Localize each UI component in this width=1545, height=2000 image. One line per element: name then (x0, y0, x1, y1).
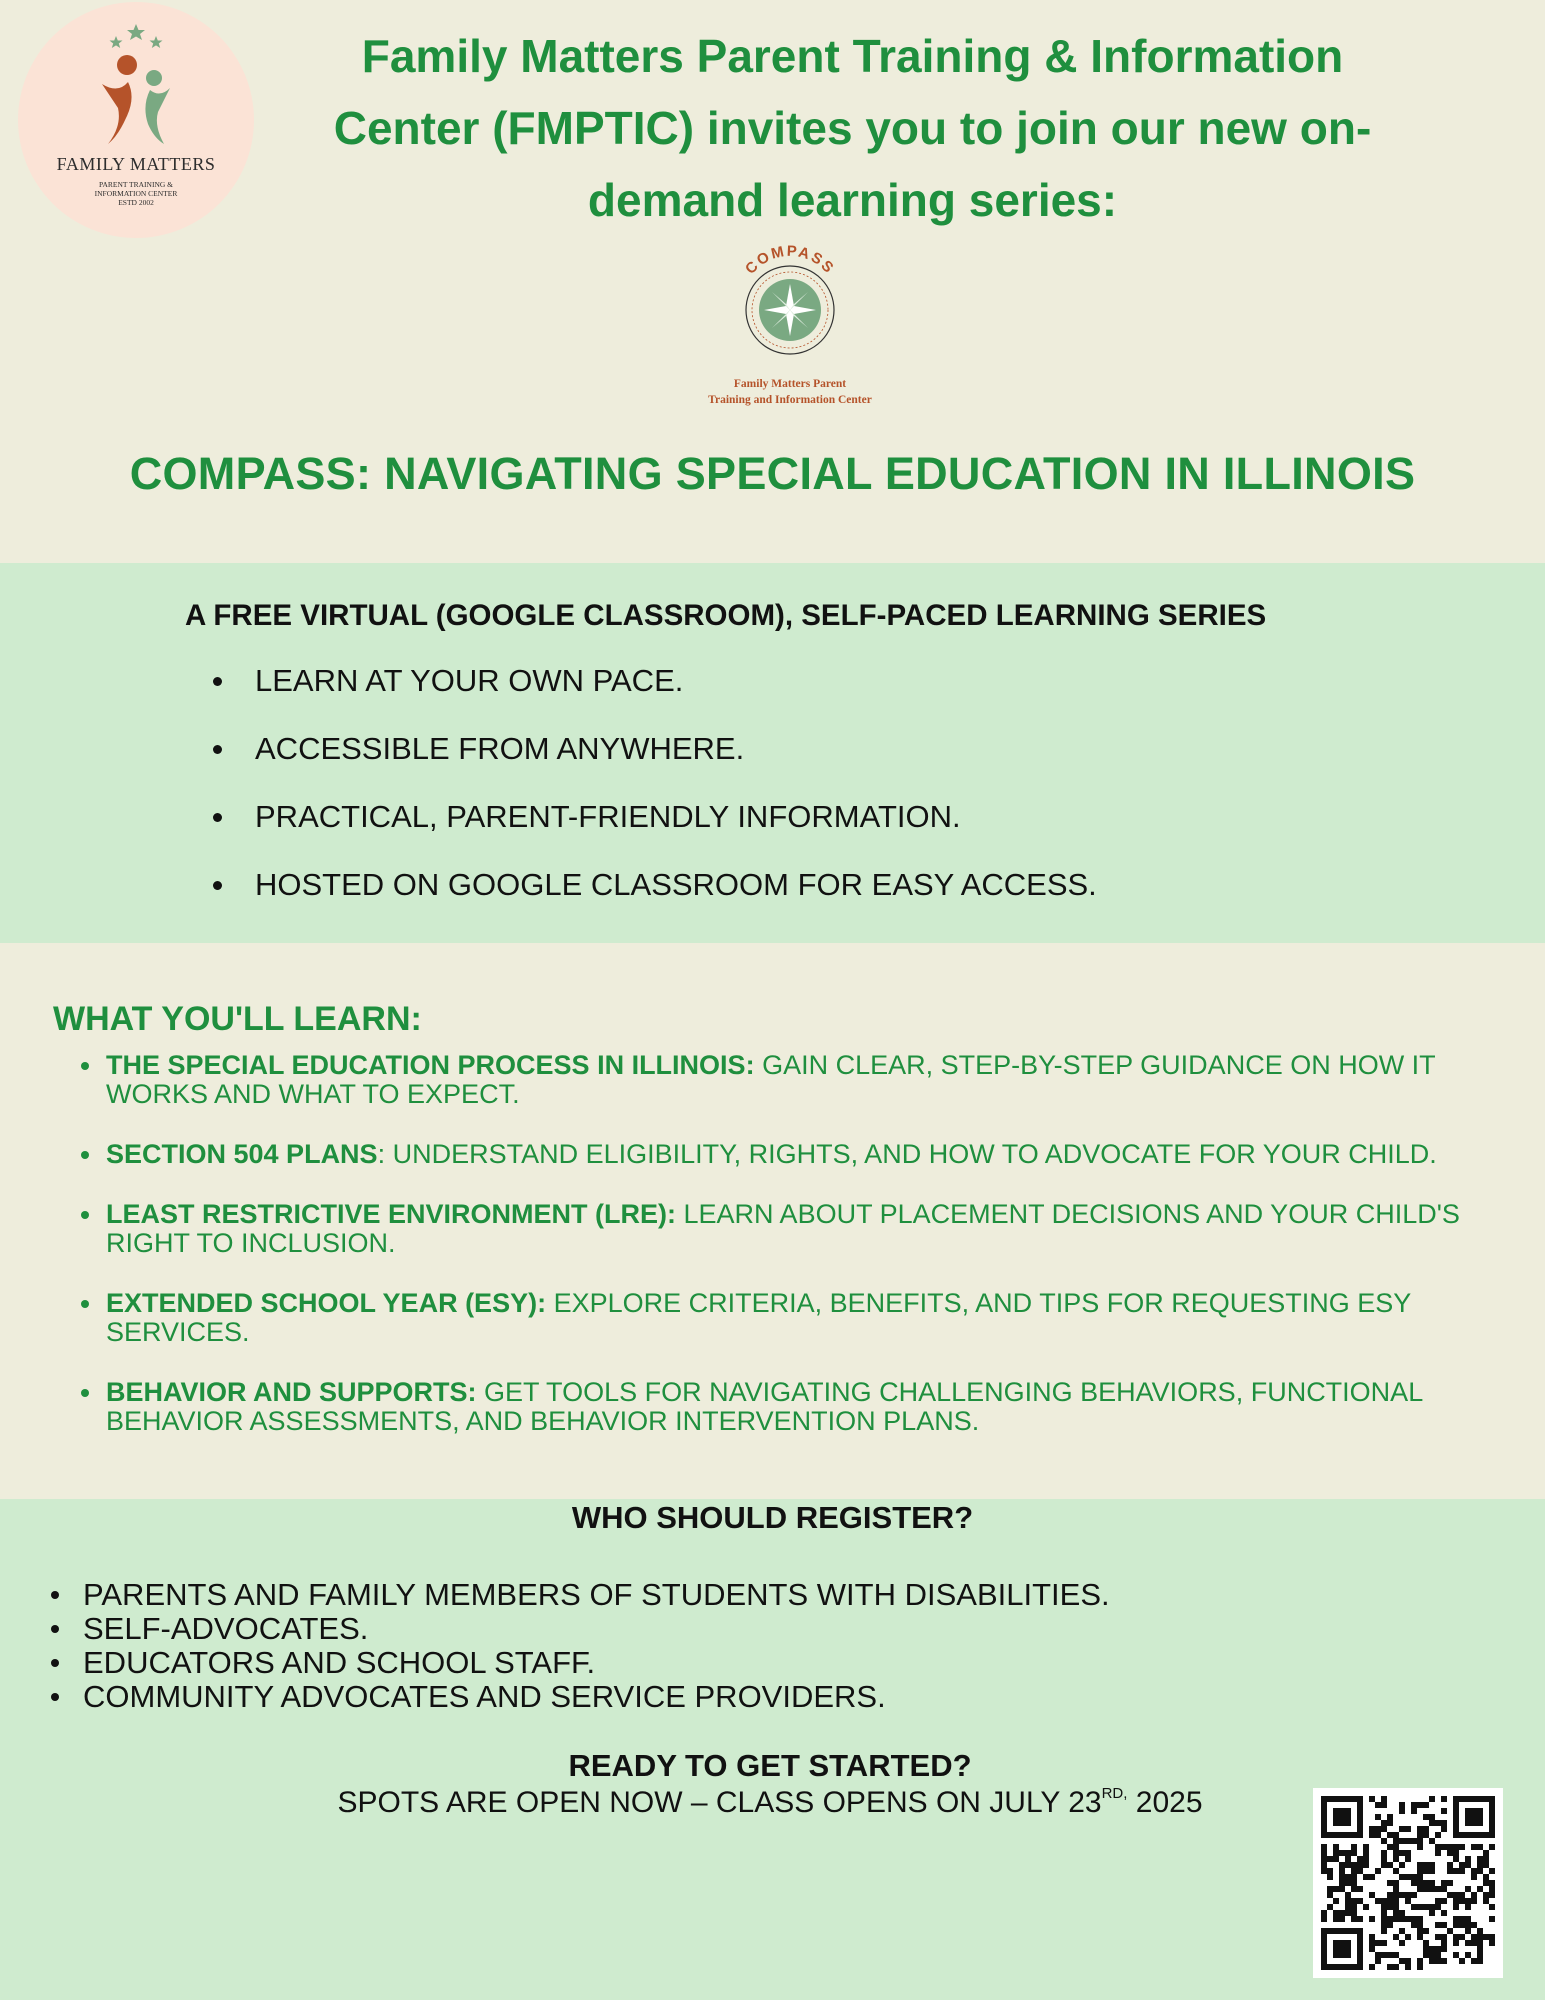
cta-heading: READY TO GET STARTED? (568, 1748, 972, 1783)
cta-line-ordinal: RD, (1101, 1785, 1128, 1802)
cta-line-year: 2025 (1127, 1786, 1203, 1819)
learn-item-topic: LEAST RESTRICTIVE ENVIRONMENT (LRE): (106, 1199, 677, 1229)
series-list (210, 661, 1097, 933)
series-heading: A FREE VIRTUAL (GOOGLE CLASSROOM), SELF-PACED LEARNING SERIES (185, 599, 1267, 632)
learn-item-topic: EXTENDED SCHOOL YEAR (ESY): (106, 1288, 547, 1318)
series-section (0, 563, 1545, 943)
header-title-line: Family Matters Parent Training & Information (361, 30, 1344, 82)
logo-name: FAMILY MATTERS (56, 154, 216, 174)
header-title-line: Center (FMPTIC) invites you to join our new on- (333, 102, 1372, 154)
list-item (78, 1378, 1498, 1436)
list-item: PARENTS AND FAMILY MEMBERS OF STUDENTS WITH DISABILITIES. (48, 1578, 1110, 1612)
main-title: COMPASS: NAVIGATING SPECIAL EDUCATION IN ILLINOIS (129, 448, 1416, 499)
learn-item-text: GET TOOLS FOR NAVIGATING CHALLENGING BEHAVIORS, FUNCTIONAL BEHAVIOR ASSESSMENTS, AND BEHAVIOR INTERVENTION PLANS. (106, 1377, 1423, 1436)
svg-text:COMPASS (742, 243, 838, 278)
list-item: HOSTED ON GOOGLE CLASSROOM FOR EASY ACCESS. (210, 865, 1097, 933)
compass-logo-word: COMPASS (742, 242, 838, 278)
list-item: SELF-ADVOCATES. (48, 1612, 1110, 1646)
compass-logo-caption: Family Matters Parent (733, 378, 847, 390)
learn-item-text: EXPLORE CRITERIA, BENEFITS, AND TIPS FOR REQUESTING ESY SERVICES. (106, 1288, 1411, 1347)
learn-item-text: : UNDERSTAND ELIGIBILITY, RIGHTS, AND HOW TO ADVOCATE FOR YOUR CHILD. (377, 1139, 1437, 1169)
list-item (78, 1051, 1498, 1109)
header-title (270, 20, 1435, 236)
cta-line (0, 1785, 1540, 1820)
list-item: PRACTICAL, PARENT-FRIENDLY INFORMATION. (210, 797, 1097, 865)
list-item: EDUCATORS AND SCHOOL STAFF. (48, 1646, 1110, 1680)
logo-subtitle: PARENT TRAINING & (98, 180, 174, 189)
cta-line-text: SPOTS ARE OPEN NOW – CLASS OPENS ON JULY 23 (337, 1786, 1102, 1819)
list-item: LEARN AT YOUR OWN PACE. (210, 661, 1097, 729)
learn-item-text: LEARN ABOUT PLACEMENT DECISIONS AND YOUR CHILD'S RIGHT TO INCLUSION. (106, 1199, 1460, 1258)
learn-list (78, 1051, 1498, 1467)
logo-established: ESTD 2002 (118, 198, 154, 207)
list-item: ACCESSIBLE FROM ANYWHERE. (210, 729, 1097, 797)
compass-rose-icon (700, 232, 880, 382)
list-item (78, 1140, 1498, 1169)
learn-item-topic: SECTION 504 PLANS (106, 1139, 378, 1169)
list-item (78, 1200, 1498, 1258)
qr-code[interactable] (1313, 1788, 1503, 1978)
learn-item-topic: THE SPECIAL EDUCATION PROCESS IN ILLINOIS: (106, 1050, 755, 1080)
logo-subtitle: INFORMATION CENTER (94, 189, 178, 198)
list-item: COMMUNITY ADVOCATES AND SERVICE PROVIDERS. (48, 1680, 1110, 1714)
register-heading: WHO SHOULD REGISTER? (571, 1500, 974, 1535)
learn-heading: WHAT YOU'LL LEARN: (53, 1000, 422, 1038)
qr-code-icon (1313, 1788, 1503, 1978)
header-title-line: demand learning series: (587, 174, 1118, 226)
compass-logo (700, 232, 880, 432)
learn-item-topic: BEHAVIOR AND SUPPORTS: (106, 1377, 477, 1407)
compass-logo-caption: Training and Information Center (708, 394, 872, 406)
family-matters-logo (18, 2, 254, 238)
learn-item-text: GAIN CLEAR, STEP-BY-STEP GUIDANCE ON HOW IT WORKS AND WHAT TO EXPECT. (106, 1050, 1436, 1109)
register-list (48, 1578, 1110, 1714)
list-item (78, 1289, 1498, 1347)
